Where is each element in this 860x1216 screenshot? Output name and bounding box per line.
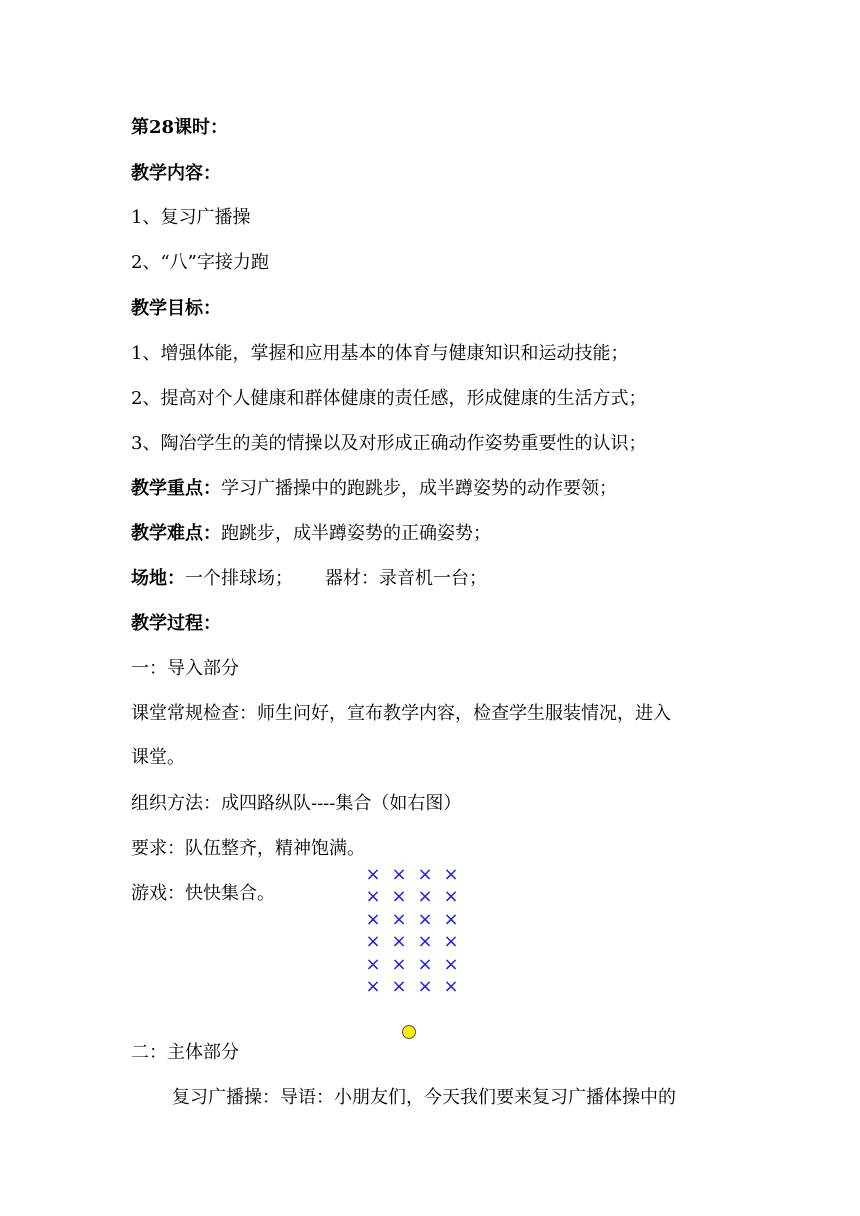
student-mark: × <box>365 886 381 908</box>
content-item: 2、“八”字接力跑 <box>131 252 269 273</box>
student-mark: × <box>391 931 407 953</box>
venue-text: 一个排球场； <box>185 568 293 589</box>
student-mark: × <box>443 864 459 885</box>
content-item: 1、复习广播操 <box>131 207 251 228</box>
formation-row <box>360 864 464 886</box>
venue <box>131 567 487 591</box>
key-point <box>131 477 617 501</box>
student-mark: × <box>417 864 433 885</box>
student-mark: × <box>417 931 433 953</box>
student-mark: × <box>417 975 433 997</box>
student-mark: × <box>443 975 459 997</box>
venue-label: 场地： <box>131 568 185 589</box>
student-mark: × <box>443 953 459 975</box>
difficulty <box>131 522 491 546</box>
student-mark: × <box>391 953 407 975</box>
teacher-marker <box>402 1025 416 1039</box>
key-point-text: 学习广播操中的跑跳步，成半蹲姿势的动作要领； <box>221 478 617 499</box>
goal-item: 1、增强体能，掌握和应用基本的体育与健康知识和运动技能； <box>131 343 629 364</box>
difficulty-label: 教学难点： <box>131 523 221 544</box>
student-mark: × <box>443 886 459 908</box>
formation-row <box>360 886 464 908</box>
goal-item: 2、提高对个人健康和群体健康的责任感，形成健康的生活方式； <box>131 388 647 409</box>
formation-row <box>360 909 464 931</box>
goal-item: 3、陶冶学生的美的情操以及对形成正确动作姿势重要性的认识； <box>131 433 647 454</box>
student-formation-diagram <box>360 864 464 998</box>
student-mark: × <box>365 864 381 885</box>
student-mark: × <box>443 908 459 930</box>
formation-row <box>360 954 464 976</box>
student-mark: × <box>417 953 433 975</box>
student-mark: × <box>365 908 381 930</box>
formation-row <box>360 931 464 953</box>
organization: 组织方法：成四路纵队----集合（如右图） <box>131 793 462 814</box>
requirement: 要求：队伍整齐，精神饱满。 <box>131 838 365 859</box>
student-mark: × <box>365 975 381 997</box>
process-heading: 教学过程： <box>131 613 221 634</box>
review-paragraph: 复习广播操：导语：小朋友们，今天我们要来复习广播体操中的 <box>172 1087 676 1108</box>
content-heading: 教学内容： <box>131 163 221 184</box>
student-mark: × <box>391 864 407 885</box>
student-mark: × <box>365 931 381 953</box>
student-mark: × <box>391 975 407 997</box>
student-mark: × <box>391 908 407 930</box>
student-mark: × <box>365 953 381 975</box>
equipment-text: 器材：录音机一台； <box>325 568 487 589</box>
difficulty-text: 跑跳步，成半蹲姿势的正确姿势； <box>221 523 491 544</box>
student-mark: × <box>417 886 433 908</box>
routine-check-cont: 课堂。 <box>131 747 185 768</box>
goals-heading: 教学目标： <box>131 298 221 319</box>
game: 游戏：快快集合。 <box>131 883 275 904</box>
part2-heading: 二：主体部分 <box>131 1042 239 1063</box>
routine-check: 课堂常规检查：师生问好，宣布教学内容，检查学生服装情况，进入 <box>131 703 671 724</box>
student-mark: × <box>391 886 407 908</box>
student-mark: × <box>417 908 433 930</box>
formation-row <box>360 976 464 998</box>
key-point-label: 教学重点： <box>131 478 221 499</box>
part1-heading: 一：导入部分 <box>131 658 239 679</box>
student-mark: × <box>443 931 459 953</box>
lesson-title: 第28课时： <box>131 117 229 138</box>
